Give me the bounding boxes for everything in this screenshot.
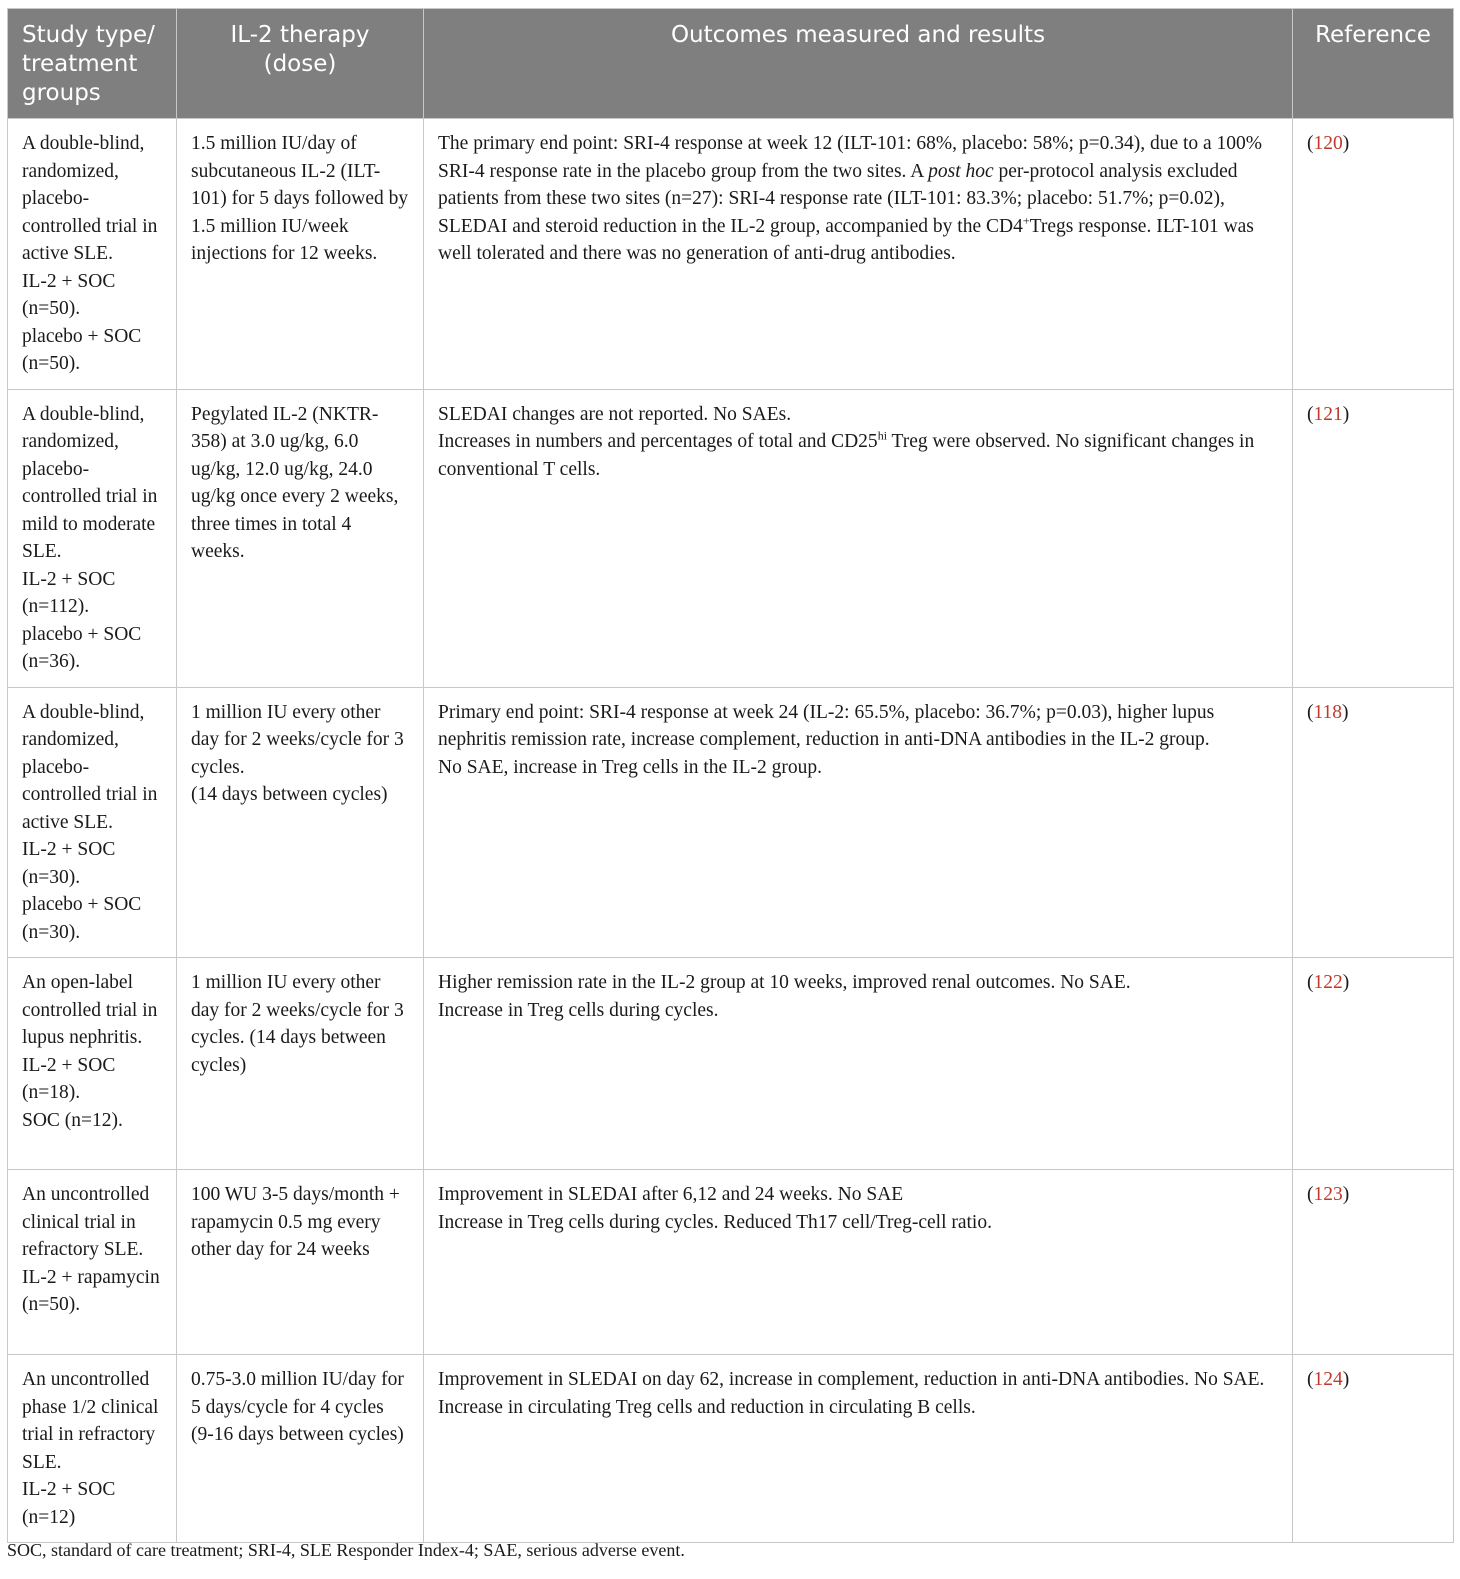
header-row: [8, 9, 1454, 119]
study-group: placebo + SOC (n=30).: [22, 894, 142, 943]
study-design: A double-blind, randomized, placebo-controlled trial in mild to moderate SLE.: [22, 403, 158, 562]
outcomes-cell: [424, 687, 1293, 958]
outcomes-cell: [424, 1355, 1293, 1543]
therapy-text: 1 million IU every other day for 2 weeks/cycle for 3 cycles.: [191, 701, 404, 778]
outcomes-text: Increase in Treg cells during cycles.: [438, 999, 719, 1021]
reference-link[interactable]: 118: [1313, 701, 1343, 723]
reference-cell: (123): [1293, 1170, 1454, 1355]
therapy-text: (14 days between cycles): [191, 784, 388, 805]
therapy-text: (9-16 days between cycles): [191, 1424, 404, 1445]
reference-link[interactable]: 122: [1313, 972, 1343, 993]
outcomes-superscript: hi: [877, 428, 888, 443]
outcomes-text: Treg were observed. No significant changes in conventional T cells.: [438, 431, 1255, 480]
table-body: [8, 119, 1454, 1543]
outcomes-text: Improvement in SLEDAI on day 62, increase in complement, reduction in anti-DNA antibodies. No SAE.: [438, 1369, 1265, 1390]
il2-trials-table: [7, 8, 1454, 1543]
table-row: [8, 1355, 1454, 1543]
therapy-cell: [177, 1170, 424, 1355]
study-group: placebo + SOC (n=50).: [22, 325, 142, 374]
outcomes-text: No SAE, increase in Treg cells in the IL-2 group.: [438, 756, 822, 778]
therapy-cell: [177, 958, 424, 1170]
outcomes-text: SLEDAI changes are not reported. No SAEs.: [438, 403, 792, 425]
study-design: An uncontrolled phase 1/2 clinical trial in refractory SLE.: [22, 1369, 159, 1473]
table-row: [8, 119, 1454, 390]
study-cell: [8, 119, 177, 390]
outcomes-text: Improvement in SLEDAI after 6,12 and 24 weeks. No SAE: [438, 1184, 904, 1205]
outcomes-text: Higher remission rate in the IL-2 group at 10 weeks, improved renal outcomes. No SAE.: [438, 972, 1131, 993]
study-design: A double-blind, randomized, placebo-controlled trial in active SLE.: [22, 133, 158, 264]
outcomes-text: Increase in Treg cells during cycles. Reduced Th17 cell/Treg-cell ratio.: [438, 1211, 992, 1233]
reference-link[interactable]: 121: [1313, 403, 1343, 425]
study-group: IL-2 + SOC (n=12): [22, 1479, 116, 1528]
outcomes-cell: [424, 119, 1293, 390]
reference-link[interactable]: 124: [1313, 1369, 1343, 1390]
study-group: IL-2 + rapamycin (n=50).: [22, 1266, 160, 1315]
therapy-text: Pegylated IL-2 (NKTR-358) at 3.0 ug/kg, 6.0 ug/kg, 12.0 ug/kg, 24.0 ug/kg once every 2 weeks, three times in total 4 weeks.: [191, 403, 399, 562]
therapy-cell: [177, 1355, 424, 1543]
outcomes-text: Tregs response. ILT-101 was well tolerated and there was no generation of anti-drug antibodies.: [438, 215, 1254, 264]
table-row: [8, 389, 1454, 687]
outcomes-cell: [424, 389, 1293, 687]
study-group: IL-2 + SOC (n=18).: [22, 1054, 116, 1103]
reference-cell: (118): [1293, 687, 1454, 958]
header-reference: Reference: [1293, 9, 1454, 119]
outcomes-text: Increases in numbers and percentages of total and CD25: [438, 431, 878, 452]
study-cell: [8, 389, 177, 687]
study-group: IL-2 + SOC (n=50).: [22, 270, 116, 319]
table-footnote: SOC, standard of care treatment; SRI-4, SLE Responder Index-4; SAE, serious adverse event.: [7, 1540, 685, 1560]
table-container: [7, 8, 1453, 1543]
outcomes-cell: [424, 958, 1293, 1170]
therapy-cell: [177, 687, 424, 958]
therapy-text: 0.75-3.0 million IU/day for 5 days/cycle for 4 cycles: [191, 1369, 404, 1418]
therapy-cell: [177, 389, 424, 687]
study-group: SOC (n=12).: [22, 1109, 123, 1131]
reference-cell: (122): [1293, 958, 1454, 1170]
reference-cell: (120): [1293, 119, 1454, 390]
header-outcomes: Outcomes measured and results: [424, 9, 1293, 119]
study-design: An uncontrolled clinical trial in refractory SLE.: [22, 1184, 150, 1260]
header-therapy: IL-2 therapy (dose): [177, 9, 424, 119]
outcomes-text: The primary end point: SRI-4 response at week 12 (ILT-101: 68%, placebo: 58%; p=0.34), due to a 100% SRI-4 response rate in the placebo group from the two sites. A: [438, 133, 1263, 182]
outcomes-text: Increase in circulating Treg cells and reduction in circulating B cells.: [438, 1396, 976, 1418]
table-row: [8, 687, 1454, 958]
reference-link[interactable]: 120: [1313, 133, 1343, 154]
outcomes-cell: [424, 1170, 1293, 1355]
reference-cell: (124): [1293, 1355, 1454, 1543]
study-cell: [8, 687, 177, 958]
study-group: placebo + SOC (n=36).: [22, 623, 142, 672]
outcomes-text: per-protocol analysis excluded patients from these two sites (n=27): SRI-4 response rate (ILT-101: 83.3%; placebo: 51.7%; p=0.02), SLEDAI and steroid reduction in the IL-2 group, accompanied by the CD4: [438, 160, 1238, 237]
table-row: [8, 1170, 1454, 1355]
study-design: An open-label controlled trial in lupus nephritis.: [22, 972, 158, 1048]
reference-link[interactable]: 123: [1313, 1184, 1343, 1205]
therapy-text: 100 WU 3-5 days/month + rapamycin 0.5 mg every other day for 24 weeks: [191, 1184, 400, 1260]
study-design: A double-blind, randomized, placebo-controlled trial in active SLE.: [22, 701, 158, 833]
reference-cell: (121): [1293, 389, 1454, 687]
study-cell: [8, 958, 177, 1170]
outcomes-text: Primary end point: SRI-4 response at week 24 (IL-2: 65.5%, placebo: 36.7%; p=0.03), higher lupus nephritis remission rate, increase complement, reduction in anti-DNA antibodies in the IL-2 group.: [438, 701, 1215, 750]
table-row: [8, 958, 1454, 1170]
table-header: [8, 9, 1454, 119]
outcomes-superscript: +: [1022, 213, 1030, 227]
therapy-text: 1.5 million IU/day of subcutaneous IL-2 (ILT-101) for 5 days followed by 1.5 million IU/week injections for 12 weeks.: [191, 133, 409, 264]
study-cell: [8, 1170, 177, 1355]
therapy-cell: [177, 119, 424, 390]
study-group: IL-2 + SOC (n=112).: [22, 568, 116, 617]
study-cell: [8, 1355, 177, 1543]
study-group: IL-2 + SOC (n=30).: [22, 839, 116, 888]
header-study: Study type/ treatment groups: [8, 9, 177, 119]
therapy-text: 1 million IU every other day for 2 weeks/cycle for 3 cycles. (14 days between cycles): [191, 972, 404, 1076]
outcomes-italic: post hoc: [928, 160, 994, 182]
